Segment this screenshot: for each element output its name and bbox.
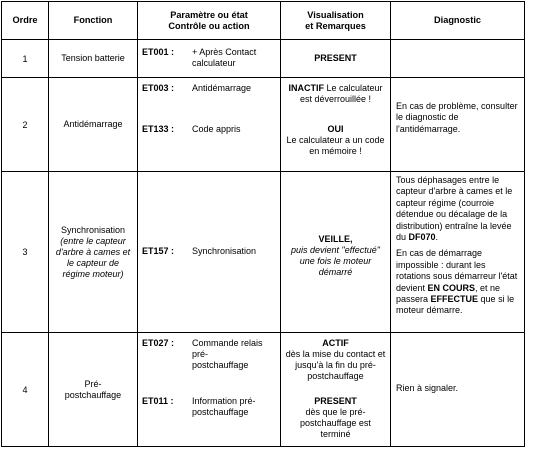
row2-visualisation	[281, 78, 391, 172]
row4-diagnostic	[391, 333, 525, 447]
row1-parametre	[138, 40, 281, 78]
table-row	[2, 333, 525, 447]
diag-p1-end: .	[435, 232, 439, 243]
fonction-main: Synchronisation	[60, 224, 126, 235]
row2-diagnostic	[391, 78, 525, 172]
header-ordre: Ordre	[2, 2, 49, 40]
vis-state: INACTIF	[288, 83, 324, 93]
param-desc: Information pré-postchauffage	[192, 396, 256, 417]
table-row	[2, 78, 525, 172]
param-desc: Antidémarrage	[192, 83, 252, 93]
row3-visualisation	[281, 172, 391, 333]
row2-fonction: Antidémarrage	[49, 78, 138, 172]
param-code: ET003 :	[142, 83, 175, 93]
table-row	[2, 172, 525, 333]
param-code: ET133 :	[142, 124, 175, 134]
fonction-text	[49, 225, 137, 280]
table-row	[2, 40, 525, 78]
diag-p2-state1: EN COURS	[427, 282, 476, 293]
diag-paragraph-1	[396, 175, 521, 243]
vis-text: Le calculateur est déverrouillée !	[299, 83, 383, 104]
header-parametre	[138, 2, 281, 40]
diag-paragraph-2	[396, 248, 521, 316]
row1-ordre: 1	[2, 40, 49, 78]
diag-text: En cas de problème, consulter le diagnostic de l'antidémarrage.	[396, 101, 518, 134]
fonction-text: Pré-postchauffage	[64, 378, 122, 400]
header-fonction: Fonction	[49, 2, 138, 40]
fonction-italic: (entre le capteur d'arbre à cames et le capteur de régime moteur)	[55, 235, 131, 279]
header-visualisation-line1: Visualisation	[307, 9, 364, 20]
row1-diagnostic	[391, 40, 525, 78]
param-desc: + Après Contact calculateur	[192, 47, 257, 68]
diagnostic-table	[1, 1, 525, 447]
vis-remark	[285, 124, 386, 157]
vis-state: PRESENT	[314, 396, 357, 406]
param-desc: Code appris	[192, 124, 241, 134]
vis-state: PRESENT	[314, 53, 357, 63]
param-code: ET027 :	[142, 338, 175, 348]
row3-parametre	[138, 172, 281, 333]
param-code: ET001 :	[142, 47, 175, 57]
diag-p2-end: que si le moteur démarre.	[396, 294, 515, 316]
row4-fonction	[49, 333, 138, 447]
diag-text: Rien à signaler.	[396, 383, 459, 393]
row3-ordre: 3	[2, 172, 49, 333]
row3-fonction	[49, 172, 138, 333]
vis-text: puis devient "effectué" une fois le moteur démarré	[291, 245, 380, 277]
diag-p1-start: Tous déphasages entre le capteur d'arbre à cames et le capteur régime (courroie détendue ou décalage de la distribution) entraîne la levée du	[396, 175, 513, 243]
header-visualisation-line2: et Remarques	[305, 20, 366, 31]
row1-fonction: Tension batterie	[49, 40, 138, 78]
vis-remark	[285, 396, 386, 440]
diag-text	[396, 175, 521, 317]
vis-remark	[285, 338, 386, 382]
vis-state: VEILLE,	[318, 234, 353, 244]
row2-parametre	[138, 78, 281, 172]
param-code: ET011 :	[142, 396, 174, 406]
row2-ordre: 2	[2, 78, 49, 172]
vis-remark	[285, 234, 386, 278]
diag-p2-mid: , et ne passera	[396, 282, 501, 305]
vis-state: ACTIF	[322, 338, 349, 348]
param-desc: Commande relais pré-postchauffage	[192, 338, 263, 370]
header-parametre-line1: Paramètre ou état	[170, 9, 248, 20]
header-row	[2, 2, 525, 40]
vis-state: OUI	[327, 124, 344, 134]
header-parametre-line2: Contrôle ou action	[168, 20, 250, 31]
row4-visualisation	[281, 333, 391, 447]
param-code: ET157 :	[142, 246, 175, 256]
diag-p2-state2: EFFECTUE	[430, 294, 479, 305]
vis-text: Le calculateur a un code en mémoire !	[286, 135, 385, 156]
diag-p1-code: DF070	[408, 232, 436, 243]
row1-visualisation	[281, 40, 391, 78]
row4-ordre: 4	[2, 333, 49, 447]
diag-p2-start: En cas de démarrage impossible : durant les rotations sous démarreur l'état devient	[396, 248, 518, 293]
row4-parametre	[138, 333, 281, 447]
row3-diagnostic	[391, 172, 525, 333]
header-visualisation	[281, 2, 391, 40]
param-desc: Synchronisation	[192, 246, 257, 256]
header-diagnostic: Diagnostic	[391, 2, 525, 40]
vis-remark	[285, 83, 386, 105]
vis-text: dès la mise du contact et jusqu'à la fin du pré-postchauffage	[285, 349, 386, 381]
vis-text: dès que le pré-postchauffage est terminé	[300, 407, 371, 439]
